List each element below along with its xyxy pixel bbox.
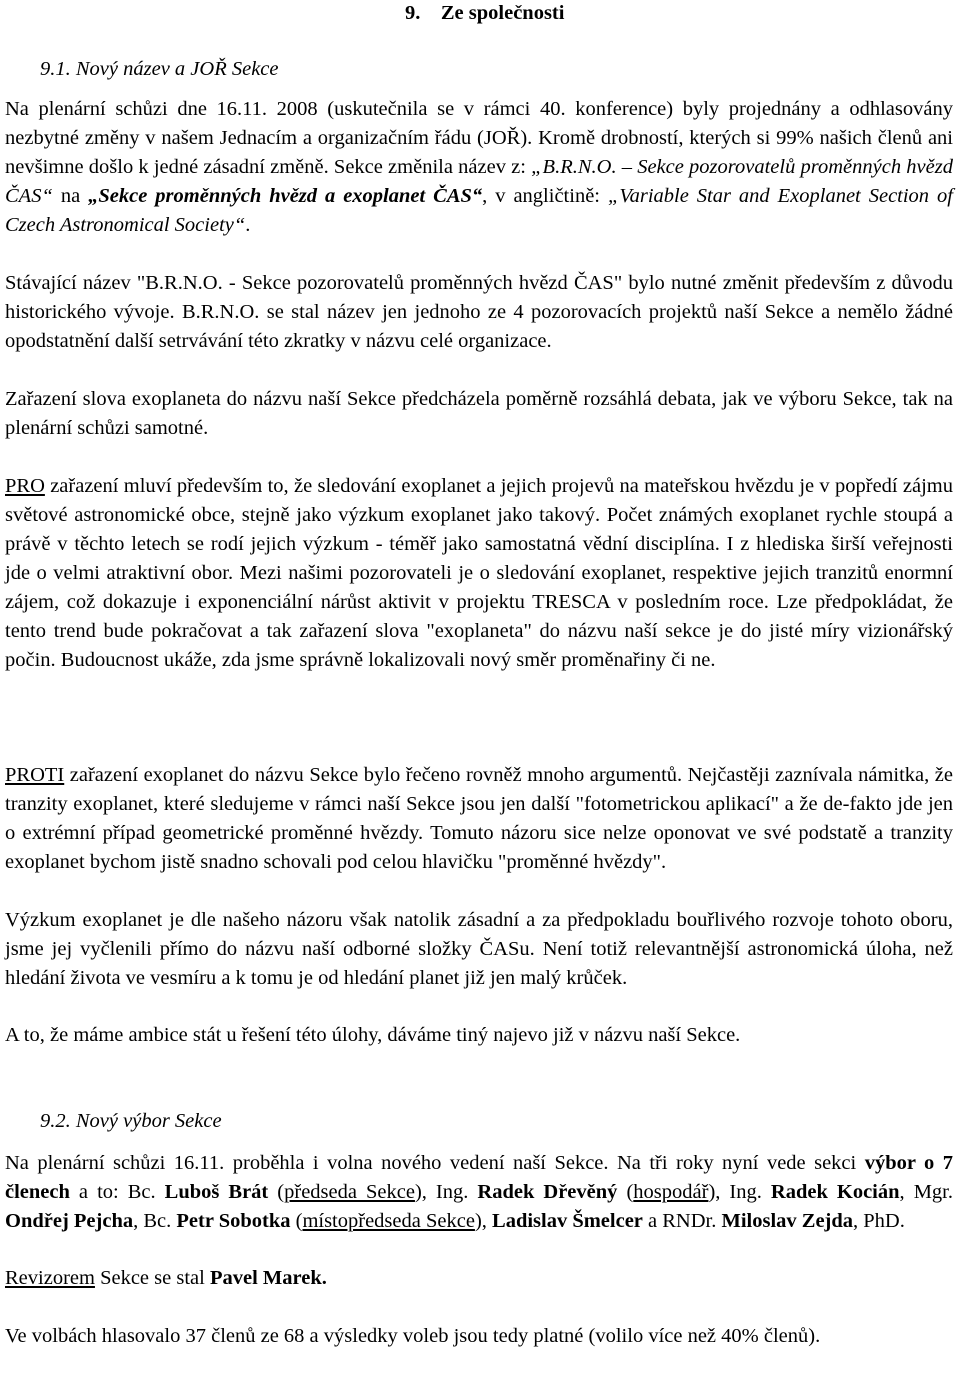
member-name: Ladislav Šmelcer <box>492 1210 643 1232</box>
text-run: , v angličtině: <box>482 185 608 207</box>
member-role: místopředseda Sekce <box>302 1210 475 1232</box>
subsection-number: 9.1. <box>40 58 71 80</box>
paragraph-proti <box>5 761 953 877</box>
text-run: . <box>245 214 251 236</box>
paragraph-committee <box>5 1149 953 1236</box>
member-name: Radek Dřevěný <box>477 1181 618 1203</box>
proti-text: zařazení exoplanet do názvu Sekce bylo řečeno rovněž mnoho argumentů. Nejčastěji zaznívala námitka, že tranzity exoplanet, které sledujeme v rámci naší Sekce jsou jen další "fotometrickou aplikací" a že de-fakto jde jen o extrémní případ geometrické proměnné hvězdy. Tomuto názoru sice nelze oponovat ve své podstatě a tranzity exoplanet bychom jistě snadno schovali pod celou hlavičku "proměnné hvězdy". <box>5 764 953 873</box>
committee-size: výbor o 7 členech <box>5 1152 953 1203</box>
member-name: Radek Kocián <box>770 1181 900 1203</box>
text-run: Na plenární schůzi dne 16.11. 2008 (uskutečnila se v rámci 40. konference) byly projednány a odhlasovány nezbytné změny v našem Jednacím a organizačním řádu (JOŘ). Kromě drobností, kterých si 99% našich členů ani nevšimne došlo k jedné zásadní změně. Sekce změnila název z: <box>5 98 953 178</box>
paragraph-pro <box>5 472 953 675</box>
text-run: na <box>52 185 89 207</box>
auditor-label: Revizorem <box>5 1267 95 1289</box>
section-title: Ze společnosti <box>440 2 565 24</box>
english-section-name: „Variable Star and Exoplanet Section of Czech Astronomical Society“ <box>5 185 953 236</box>
text-run: ( <box>268 1181 285 1203</box>
subsection-title: Nový výbor Sekce <box>75 1110 222 1132</box>
member-name: Luboš Brát <box>164 1181 269 1203</box>
paragraph-old-name: Stávající název "B.R.N.O. - Sekce pozorovatelů proměnných hvězd ČAS" bylo nutné změnit především z důvodu historického vývoje. B.R.N.O. se stal název jen jednoho ze 4 pozorovacích projektů naší Sekce a nemělo žádné opodstatnění další setrvávání této zkratky v názvu celé organizace. <box>5 272 953 352</box>
text-run: , Mgr. <box>899 1181 953 1203</box>
paragraph-name-change <box>5 95 953 240</box>
text-run: ( <box>617 1181 634 1203</box>
member-name: Petr Sobotka <box>176 1210 291 1232</box>
member-name: Ondřej Pejcha <box>5 1210 134 1232</box>
subsection-number: 9.2. <box>40 1110 71 1132</box>
pro-label: PRO <box>5 475 45 497</box>
auditor-name: Pavel Marek. <box>209 1267 327 1289</box>
text-run: Sekce se stal <box>94 1267 210 1289</box>
text-run: ), Ing. <box>708 1181 771 1203</box>
paragraph-ambition: A to, že máme ambice stát u řešení této úlohy, dáváme tiný najevo již v názvu naší Sekce. <box>5 1024 741 1046</box>
text-run: a to: Bc. <box>69 1181 165 1203</box>
paragraph-votes: Ve volbách hlasovalo 37 členů ze 68 a výsledky voleb jsou tedy platné (volilo více než 40% členů). <box>5 1325 821 1347</box>
text-run: ), <box>474 1210 493 1232</box>
paragraph-research: Výzkum exoplanet je dle našeho názoru však natolik zásadní a za předpokladu bouřlivého rozvoje tohoto oboru, jsme jej vyčlenili přímo do názvu naší odborné složky ČASu. Není totiž relevantnější astronomická úloha, než hledání života ve vesmíru a k tomu je od hledání planet již jen malý krůček. <box>5 909 953 989</box>
member-role: předseda Sekce <box>284 1181 415 1203</box>
member-role: hospodář <box>633 1181 709 1203</box>
paragraph-debate: Zařazení slova exoplaneta do názvu naší Sekce předcházela poměrně rozsáhlá debata, jak ve výboru Sekce, tak na plenární schůzi samotné. <box>5 388 953 439</box>
old-section-name: „B.R.N.O. – Sekce pozorovatelů proměnných hvězd ČAS“ <box>5 156 953 207</box>
text-run: a RNDr. <box>642 1210 722 1232</box>
paragraph-auditor <box>5 1264 953 1293</box>
subsection-heading-9-2 <box>40 1108 222 1134</box>
section-number: 9. <box>405 2 421 24</box>
subsection-heading-9-1 <box>40 56 279 82</box>
new-section-name: „Sekce proměnných hvězd a exoplanet ČAS“ <box>88 185 483 207</box>
member-name: Miloslav Zejda <box>721 1210 854 1232</box>
proti-label: PROTI <box>5 764 65 786</box>
text-run: ), Ing. <box>414 1181 478 1203</box>
text-run: ( <box>290 1210 303 1232</box>
text-run: , Bc. <box>133 1210 177 1232</box>
subsection-title: Nový název a JOŘ Sekce <box>75 58 279 80</box>
text-run: Na plenární schůzi 16.11. proběhla i volna nového vedení naší Sekce. Na tři roky nyní vede sekci <box>5 1152 865 1174</box>
pro-text: zařazení mluví především to, že sledování exoplanet a jejich projevů na mateřskou hvězdu je v popředí zájmu světové astronomické obce, stejně jako výzkum exoplanet jako takový. Počet známých exoplanet rychle stoupá a právě v těchto letech se rodí jejich výzkum - téměř jako samostatná vědní disciplína. I z hlediska širší veřejnosti jde o velmi atraktivní obor. Mezi našimi pozorovateli je o sledování exoplanet, respektive jejich tranzitů enormní zájem, což dokazuje i exponenciální nárůst aktivit v projektu TRESCA v posledním roce. Lze předpokládat, že tento trend bude pokračovat a tak zařazení slova "exoplaneta" do názvu naší sekce je do jisté míry vizionářský počin. Budoucnost ukáže, zda jsme správně lokalizovali nový směr proměnařiny či ne. <box>5 475 953 671</box>
section-heading <box>405 0 564 26</box>
text-run: , PhD. <box>853 1210 905 1232</box>
